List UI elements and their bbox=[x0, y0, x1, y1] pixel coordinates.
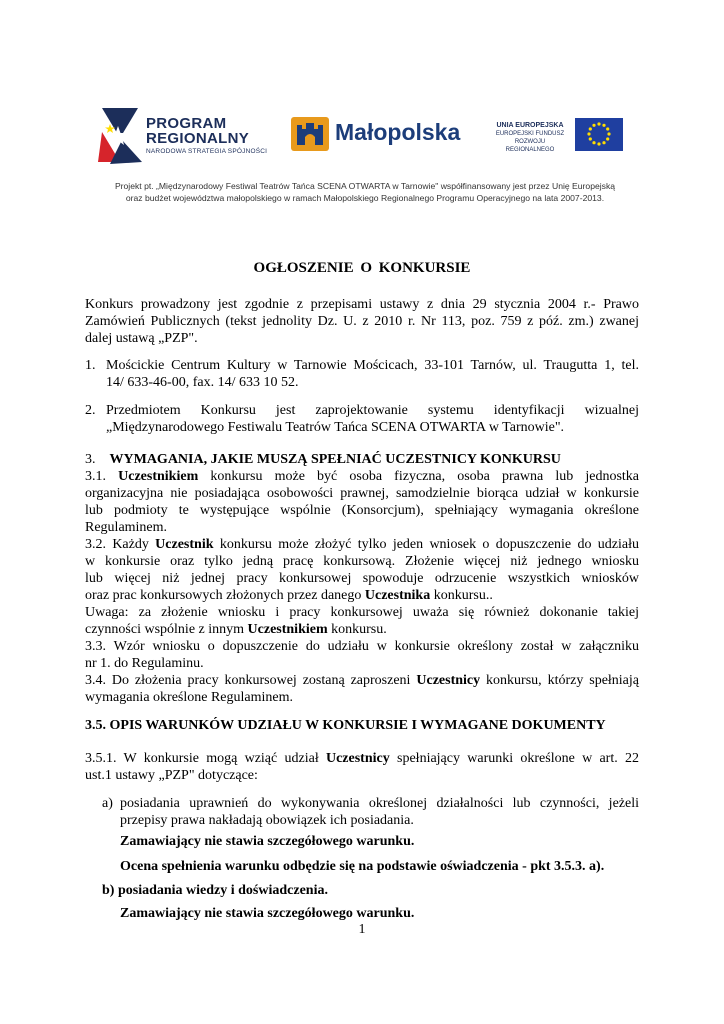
text-run: 3.4. Do złożenia pracy konkursowej zostaną zaproszeni bbox=[85, 673, 417, 688]
text-run: konkursu, którzy spełniają bbox=[480, 673, 640, 688]
program-regionalny-text bbox=[146, 116, 267, 155]
malopolska-wordmark: Małopolska bbox=[335, 119, 461, 145]
header-logos bbox=[98, 104, 623, 166]
text-run: konkursu może złożyć tylko jeden wniosek o dopuszczenie do udziału bbox=[213, 537, 639, 552]
s32-line-1 bbox=[85, 536, 639, 553]
bold-term: Uczestnika bbox=[364, 588, 431, 603]
list-line: 14/ 633-46-00, fax. 14/ 633 10 52. bbox=[106, 375, 299, 390]
bold-note: Zamawiający nie stawia szczegółowego warunku. bbox=[120, 906, 415, 921]
bold-note: Zamawiający nie stawia szczegółowego warunku. bbox=[120, 834, 415, 849]
page-title: OGŁOSZENIE O KONKURSIE bbox=[253, 260, 471, 276]
text-run: 3.2. Każdy bbox=[85, 537, 156, 552]
bold-term: Uczestnikiem bbox=[118, 469, 199, 484]
s34-line-1 bbox=[85, 672, 639, 689]
condition-a-note-2 bbox=[120, 858, 639, 875]
condition-text: posiadania wiedzy i doświadczenia. bbox=[117, 883, 328, 898]
bold-term: Uczestnicy bbox=[325, 751, 390, 766]
eu-title: UNIA EUROPEJSKA bbox=[496, 122, 564, 129]
project-note bbox=[80, 180, 650, 204]
program-title-1: PROGRAM bbox=[146, 115, 227, 132]
section-heading: WYMAGANIA, JAKIE MUSZĄ SPEŁNIAĆ UCZESTNICY KONKURSU bbox=[109, 452, 561, 467]
bold-term: Uczestnicy bbox=[416, 673, 481, 688]
text-run: 3.1. bbox=[85, 469, 119, 484]
text-run: spełniający warunki określone w art. 22 bbox=[389, 751, 640, 766]
s33-line: nr 1. do Regulaminu. bbox=[85, 656, 204, 671]
text-run: oraz prac konkursowych złożonych przez danego bbox=[85, 588, 365, 603]
program-regionalny-emblem-icon bbox=[98, 104, 144, 166]
malopolska-logo bbox=[291, 117, 461, 153]
condition-line: przepisy prawa nakładają obowiązek ich posiadania. bbox=[120, 813, 414, 828]
page-number: 1 bbox=[358, 922, 366, 937]
list-line: „Międzynarodowego Festiwalu Teatrów Tańca SCENA OTWARTA w Tarnowie". bbox=[106, 420, 565, 435]
s31-line: lub podmioty te występujące wspólnie (Konsorcjum), spełniający wymagania określone bbox=[85, 503, 639, 518]
s351-line-1 bbox=[85, 750, 639, 767]
list-line: Przedmiotem Konkursu jest zaprojektowanie systemu identyfikacji wizualnej bbox=[106, 403, 639, 418]
s32-line: lub więcej niż jednej pracy konkursowej spowoduje odrzucenie wszystkich wniosków bbox=[85, 571, 639, 586]
section-3-heading bbox=[85, 451, 639, 468]
condition-label: b) bbox=[102, 883, 115, 898]
list-number: 2. bbox=[85, 403, 96, 418]
s31-line: Regulaminem. bbox=[85, 520, 168, 535]
bold-term: Uczestnik bbox=[155, 537, 214, 552]
section-heading: 3.5. OPIS WARUNKÓW UDZIAŁU W KONKURSIE I WYMAGANE DOKUMENTY bbox=[85, 718, 606, 733]
condition-b-note bbox=[120, 905, 639, 922]
malopolska-crest-icon bbox=[291, 117, 329, 151]
eu-text bbox=[491, 121, 569, 154]
text-run: konkursu.. bbox=[430, 588, 493, 603]
program-regionalny-logo bbox=[98, 104, 268, 166]
condition-line: posiadania uprawnień do wykonywania określonej działalności lub czynności, jeżeli bbox=[120, 796, 639, 811]
eu-fund-line-2: ROZWOJU REGIONALNEGO bbox=[505, 139, 555, 153]
condition-b bbox=[102, 882, 639, 899]
s33-line: 3.3. Wzór wniosku o dopuszczenie do udziału w konkursie określony został w załączniku bbox=[85, 639, 639, 654]
intro-line: dalej ustawą „PZP". bbox=[85, 331, 198, 346]
program-title-2: REGIONALNY bbox=[146, 130, 250, 147]
s32-line: w konkursie oraz tylko jedną pracę konkursową. Złożenie więcej niż jednego wniosku bbox=[85, 554, 639, 569]
text-run: czynności wspólnie z innym bbox=[85, 622, 248, 637]
condition-a bbox=[102, 795, 639, 829]
intro-line: Konkurs prowadzony jest zgodnie z przepisami ustawy z dnia 29 stycznia 2004 r.- Prawo bbox=[85, 297, 639, 312]
section-3-5-heading bbox=[85, 717, 639, 734]
text-run: 3.5.1. W konkursie mogą wziąć udział bbox=[85, 751, 326, 766]
list-line: Mościckie Centrum Kultury w Tarnowie Mościcach, 33-101 Tarnów, ul. Traugutta 1, tel. bbox=[106, 358, 639, 373]
project-line-2: oraz budżet województwa małopolskiego w ramach Małopolskiego Regionalnego Programu Operacyjnego na lata 2007-2013. bbox=[125, 193, 605, 203]
list-number: 1. bbox=[85, 358, 96, 373]
eu-logo bbox=[491, 118, 623, 152]
list-item-1 bbox=[85, 357, 639, 391]
intro-line: Zamówień Publicznych (tekst jednolity Dz. U. z 2010 r. Nr 113, poz. 759 z póź. zm.) zwanej bbox=[85, 314, 639, 329]
eu-flag-icon bbox=[575, 118, 623, 151]
s351-paragraph bbox=[85, 750, 639, 784]
s34-line: wymagania określone Regulaminem. bbox=[85, 690, 293, 705]
text-run: konkursu. bbox=[327, 622, 387, 637]
list-item-2 bbox=[85, 402, 639, 436]
bold-term: Uczestnikiem bbox=[247, 622, 328, 637]
condition-label: a) bbox=[102, 796, 113, 811]
note-line-2 bbox=[85, 621, 639, 638]
s351-line: ust.1 ustawy „PZP" dotyczące: bbox=[85, 768, 258, 783]
s31-line: organizacyjna nie posiadająca osobowości prawnej, samodzielnie biorąca udział w konkursie bbox=[85, 486, 639, 501]
section-number: 3. bbox=[85, 452, 96, 467]
note-line: Uwaga: za złożenie wniosku i pracy konkursowej uważa się również dokonanie takiej bbox=[85, 605, 639, 620]
eu-fund-line-1: EUROPEJSKI FUNDUSZ bbox=[495, 131, 565, 137]
intro-paragraph bbox=[85, 296, 639, 347]
project-line-1: Projekt pt. „Międzynarodowy Festiwal Teatrów Tańca SCENA OTWARTA w Tarnowie" współfinansowany jest przez Unię Europejską bbox=[114, 181, 616, 191]
text-run: konkursu może być osoba fizyczna, osoba prawna lub jednostka bbox=[198, 469, 640, 484]
condition-a-note-1 bbox=[120, 833, 639, 850]
s31-line-1 bbox=[85, 468, 639, 485]
bold-note: Ocena spełnienia warunku odbędzie się na podstawie oświadczenia - pkt 3.5.3. a). bbox=[120, 859, 605, 874]
program-subtitle: NARODOWA STRATEGIA SPÓJNOŚCI bbox=[146, 148, 268, 155]
s32-line-4 bbox=[85, 587, 639, 604]
section-3 bbox=[85, 451, 639, 706]
